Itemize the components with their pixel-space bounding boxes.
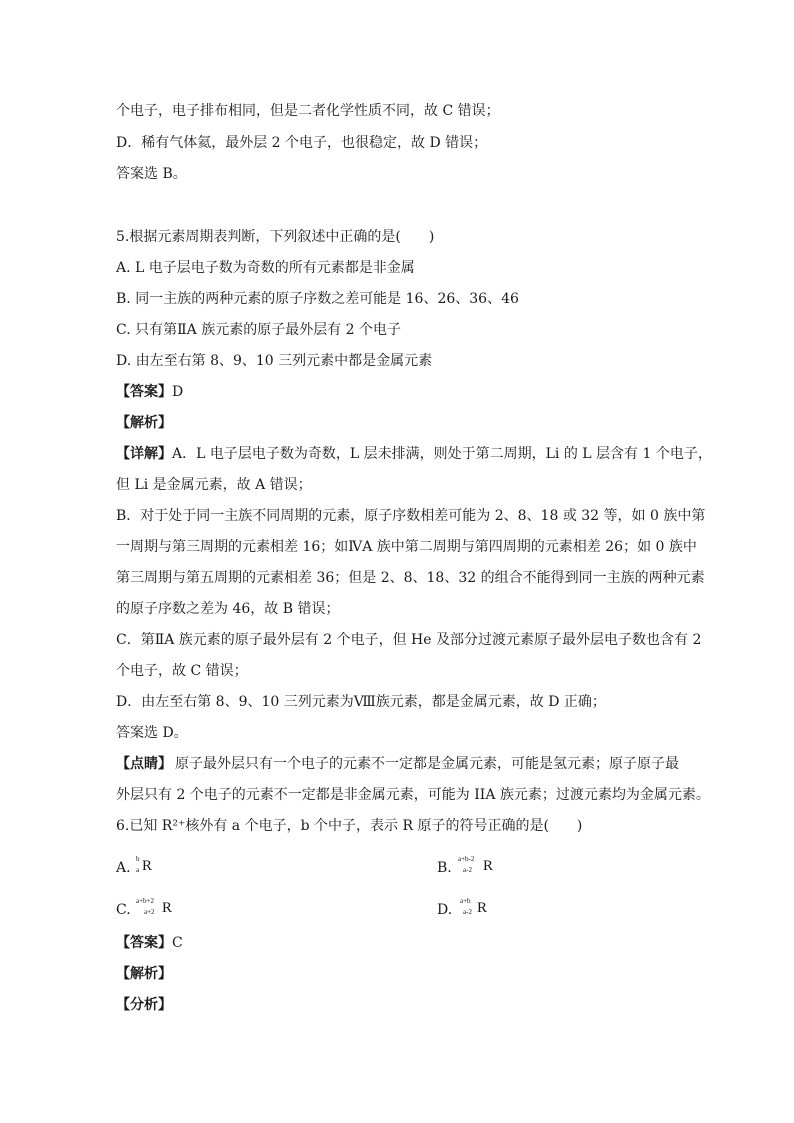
element-symbol: R [142,858,153,874]
atomic-number: a+2 [144,908,155,916]
detail-text: A．L 电子层电子数为奇数，L 层未排满，则处于第二周期，Li 的 L 层含有 1 个电子， [172,446,712,462]
question-5-answer [116,382,183,402]
answer-value: C [172,935,183,951]
question-5-option-d: D. 由左至右第 8、9、10 三列元素中都是金属元素 [116,353,433,369]
question-6-analysis-tag: 【解析】 [116,966,172,982]
element-symbol: R [162,900,173,916]
question-5-detail-line-1 [116,444,712,464]
prev-answer-line: 答案选 B。 [116,166,187,182]
mass-number: a+b-2 [458,855,475,863]
question-6-stem: 6.已知 R²⁺核外有 a 个电子，b 个中子，表示 R 原子的符号正确的是( ) [116,818,583,834]
question-6-option-c-symbol [136,897,186,921]
element-symbol: R [477,900,488,916]
question-5-detail-line-5: 第三周期与第五周期的元素相差 36；但是 2、8、18、32 的组合不能得到同一主族的两种元素 [116,570,705,586]
question-5-detail-line-7: C．第ⅡA 族元素的原子最外层有 2 个电子，但 He 及部分过渡元素原子最外层电子数也含有 2 [116,632,702,648]
question-6-option-d-label: D. [437,902,453,918]
question-5-detail-line-6: 的原子序数之差为 46，故 B 错误； [116,601,340,617]
mass-number: a+b+2 [136,897,155,905]
question-5-stem: 5.根据元素周期表判断，下列叙述中正确的是( ) [116,229,435,245]
prev-explanation-line-2: D．稀有气体氦，最外层 2 个电子，也很稳定，故 D 错误； [116,135,488,151]
mass-number: b [136,855,140,863]
question-5-detail-line-10: 答案选 D。 [116,725,188,741]
answer-value: D [172,384,184,400]
question-6-option-b-symbol [458,855,508,879]
atomic-number: a-2 [463,866,472,874]
tip-text: 原子最外层只有一个电子的元素不一定都是金属元素，可能是氢元素；原子原子最 [175,756,679,772]
question-6-fenxi-tag: 【分析】 [116,997,172,1013]
element-symbol: R [483,858,494,874]
question-6-option-c-label: C. [116,902,131,918]
answer-tag: 【答案】 [116,935,172,951]
prev-explanation-line-1: 个电子，电子排布相同，但是二者化学性质不同，故 C 错误； [116,103,500,119]
question-5-detail-line-4: 一周期与第三周期的元素相差 16；如ⅣA 族中第二周期与第四周期的元素相差 26；如 0 族中 [116,539,697,555]
question-5-detail-line-2: 但 Li 是金属元素，故 A 错误； [116,477,312,493]
question-5-analysis-tag: 【解析】 [116,415,172,431]
question-6-option-a-symbol [134,855,164,879]
mass-number: a+b [460,897,471,905]
question-5-tip-line-1 [116,754,679,774]
question-5-tip-line-2: 外层只有 2 个电子的元素不一定都是非金属元素，可能为 IIA 族元素；过渡元素均为金属元素。 [116,787,710,803]
answer-tag: 【答案】 [116,384,172,400]
question-5-detail-line-9: D．由左至右第 8、9、10 三列元素为Ⅷ族元素，都是金属元素，故 D 正确； [116,694,606,710]
question-6-option-a-label: A. [116,860,131,876]
question-5-detail-line-8: 个电子，故 C 错误； [116,663,248,679]
question-5-option-a: A. L 电子层电子数为奇数的所有元素都是非金属 [116,260,415,276]
question-5-option-c: C. 只有第ⅡA 族元素的原子最外层有 2 个电子 [116,322,401,338]
question-5-detail-line-3: B．对于处于同一主族不同周期的元素，原子序数相差可能为 2、8、18 或 32 等，如 0 族中第 [116,508,706,524]
atomic-number: a [136,866,140,874]
question-6-option-b-label: B. [437,860,452,876]
atomic-number: a-2 [463,908,472,916]
question-6-option-d-symbol [460,897,500,921]
tip-tag: 【点睛】 [116,756,172,772]
question-6-answer [116,933,183,953]
detail-tag: 【详解】 [116,446,172,462]
question-5-option-b: B. 同一主族的两种元素的原子序数之差可能是 16、26、36、46 [116,291,519,307]
